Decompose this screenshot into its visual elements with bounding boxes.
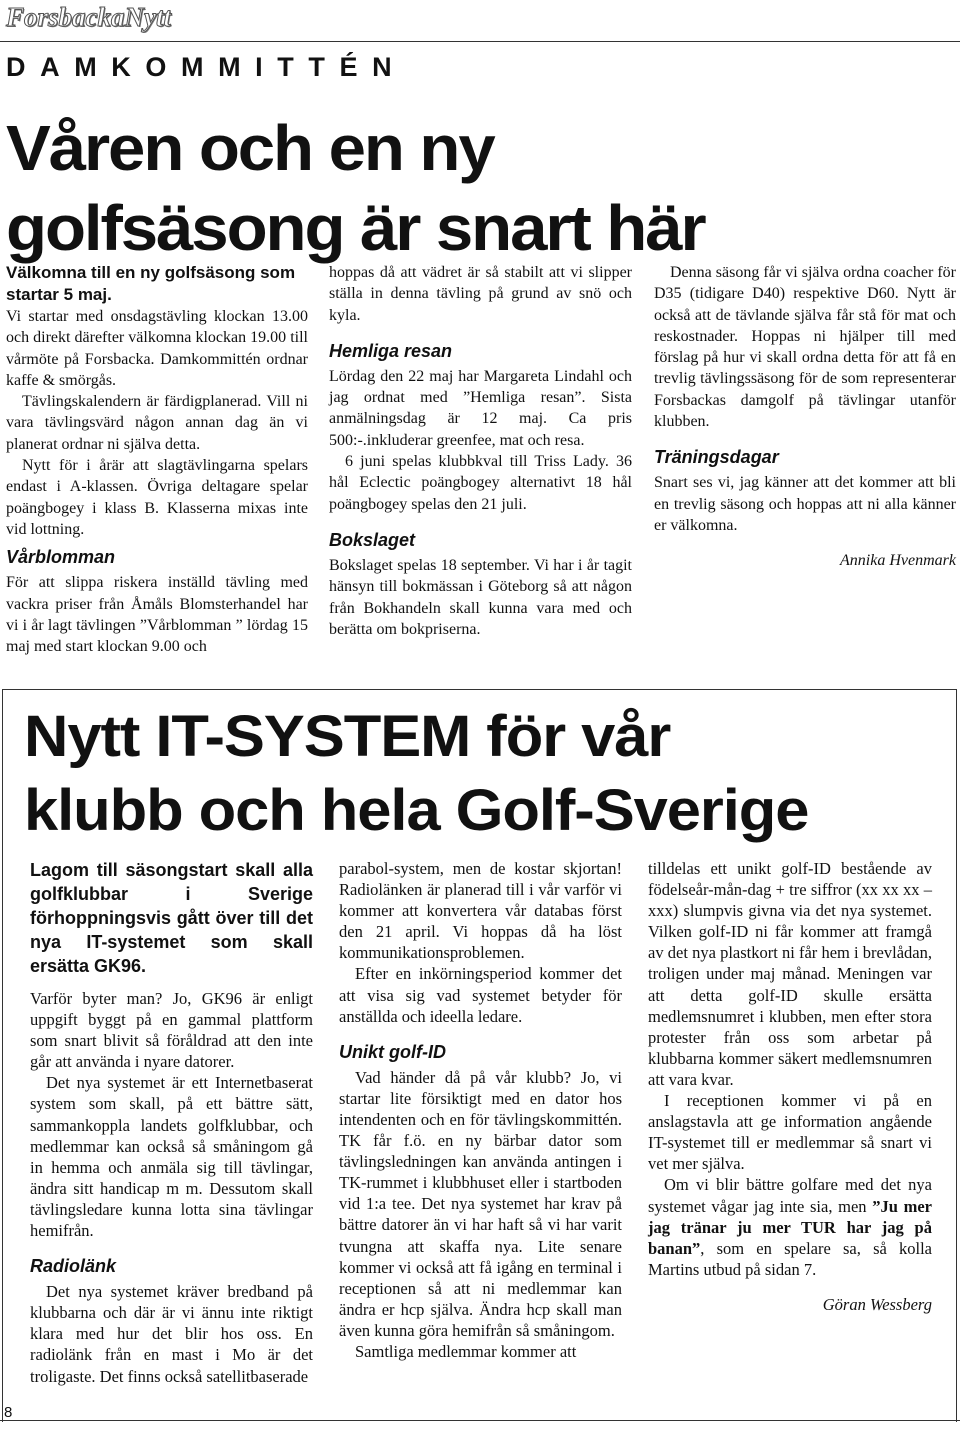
article1-column-3 xyxy=(654,262,956,572)
article1-headline-line1: Våren och en ny xyxy=(6,112,494,184)
paragraph: För att slippa riskera inställd tävling med vackra priser från Åmåls Blomsterhandel har vi i år lagt tävlingen ”Vårblomman ” lördag 15 maj med start klockan 9.00 och xyxy=(6,574,308,656)
text: Om vi blir bättre golfare med det nya systemet vågar jag inte sia, men xyxy=(648,1175,932,1216)
text: , som en spelare sa, så kolla Martins utbud på sidan 7. xyxy=(648,1238,932,1279)
article2-headline-line2: klubb och hela Golf-Sverige xyxy=(24,778,809,843)
paragraph: tilldelas ett unikt golf-ID bestående av födelseår-mån-dag + tre siffror (xx xx xx – xxx) slumpvis givna via det nya systemet. Vilken golf-ID ni får kommer att framgå av det nya plastkort ni får hem i brevlådan, troligen under maj månad. Meningen var att detta golf-ID skulle ersätta medlemsnumret i klubben, men efter stora protester från oss som arbetar på klubbarna kommer säkert medlemsnumren att vara kvar. xyxy=(648,859,932,1089)
subheading-radiolank: Radiolänk xyxy=(30,1256,117,1277)
article1-headline-line2: golfsäsong är snart här xyxy=(6,192,705,264)
subheading-varblomman: Vårblomman xyxy=(6,547,116,568)
paragraph xyxy=(648,1174,932,1279)
paragraph: Varför byter man? Jo, GK96 är enligt uppgift byggt på en gammal plattform som snart blivit så föråldrad att den inte går att använda i nyare datorer. xyxy=(30,989,313,1072)
paragraph: Bokslaget spelas 18 september. Vi har i år tagit hänsyn till bokmässan i Göteborg så att någon från Bokhandeln skall kunna vara med och berätta om bokpriserna. xyxy=(329,556,632,638)
page-number: 8 xyxy=(4,1404,13,1421)
paragraph: I receptionen kommer vi på en anslagstavla att ge information angående IT-systemet till er medlemmar så snart vi vet mer själva. xyxy=(648,1091,932,1174)
header-divider xyxy=(0,41,960,42)
paragraph: Nytt för i årär att slagtävlingarna spelars endast i A-klassen. Övriga deltagare spelar poängbogey i klass B. Klasserna mixas inte vid lottning. xyxy=(6,457,308,538)
paragraph: 6 juni spelas klubbkval till Triss Lady. 36 hål Eclectic poängbogey alternativt 18 hål poängbogey spelas den 21 juli. xyxy=(329,453,632,513)
article1-lead: Välkomna till en ny golfsäsong som startar 5 maj. xyxy=(6,263,296,304)
paragraph: Det nya systemet kräver bredband på klubbarna och där är vi ännu inte riktigt klara med hur det blir hos oss. En radiolänk från en mast i Mo är det troligaste. Det finns också satellitbaserade xyxy=(30,1282,313,1386)
paragraph: Efter en inkörningsperiod kommer det att visa sig vad systemet betyder för anställda och ideella ledare. xyxy=(339,964,622,1026)
article1-column-2 xyxy=(329,262,632,640)
article2-column-1 xyxy=(30,858,313,1387)
paragraph: Vad händer då på vår klubb? Jo, vi startar lite försiktigt med en dator hos intendenten och en för tävlingskommittén. TK får f.ö. en ny bärbar dator som tävlingsledningen kan använda antingen i TK-rummet i klubbhuset eller i startboden vid 1:a tee. Det nya systemet har krav på bättre datorer än vi har haft så vi har varit tvungna att skaffa nya. Lite senare kommer vi också att få igång en terminal i receptionen så att ni medlemmar kan ändra er hcp själva. Ändra hcp skall man även kunna göra hemifrån så småningom. xyxy=(339,1067,622,1340)
paragraph: hoppas då att vädret är så stabilt att vi slipper ställa in denna tävling på grund av snö och kyla. xyxy=(329,264,632,324)
footer-divider xyxy=(0,1420,960,1421)
paragraph: Snart ses vi, jag känner att det kommer att bli en trevlig säsong och hoppas att ni alla känner er välkomna. xyxy=(654,474,956,534)
article1-headline xyxy=(6,108,960,268)
article1-column-1 xyxy=(6,262,308,657)
masthead-logo: ForsbackaNytt xyxy=(6,2,171,32)
paragraph: Tävlingskalendern är färdigplanerad. Vill ni vara tävlingsvärd någon annan dag än vi planerat ordnar ni själva detta. xyxy=(6,393,308,453)
signature: Annika Hvenmark xyxy=(840,552,956,570)
article2-column-3 xyxy=(648,858,932,1315)
paragraph: Vi startar med onsdagstävling klockan 13.00 och direkt därefter välkomna klockan 19.00 till vårmöte på Forsbacka. Damkommittén ordnar kaffe & smörgås. xyxy=(6,308,308,389)
paragraph: Denna säsong får vi själva ordna coacher för D35 (tidigare D40) respektive D60. Nytt är också att de tävlande själva får stå för mat och reskostnader. Hoppas ni hjälper till med förslag på hur vi skall ordna detta för att få en trevlig tävlingssäsong för de som representerar Forsbackas damgolf på tävlingar utanför klubben. xyxy=(654,264,956,431)
article2-headline xyxy=(24,700,960,848)
quote-bold: ”Ju mer jag tränar ju mer TUR har jag på banan” xyxy=(648,1196,932,1258)
paragraph: Det nya systemet är ett Internetbaserat system som skall, på ett bättre sätt, sammankoppla landets golfklubbar, och medlemmar kan också så småningom gå in hemma och anmäla sig till tävlingar, ändra sitt handicap m m. Dessutom skall tävlingsledare kunna lotta sina tävlingar hemifrån. xyxy=(30,1073,313,1241)
subheading-traningsdagar: Träningsdagar xyxy=(654,447,779,468)
article2-column-2 xyxy=(339,858,622,1362)
section-title: DAMKOMMITTÉN xyxy=(6,52,407,82)
subheading-hemliga-resan: Hemliga resan xyxy=(329,340,453,361)
paragraph: parabol-system, men de kostar skjortan! Radiolänken är planerad till i vår varför vi kommer att konvertera vår databas först den 21 april. Vi hoppas då ha löst kommunikationsproblemen. xyxy=(339,859,622,963)
subheading-bokslaget: Bokslaget xyxy=(329,529,416,550)
subheading-unikt-golf-id: Unikt golf-ID xyxy=(339,1041,446,1062)
paragraph: Samtliga medlemmar kommer att xyxy=(355,1341,577,1361)
article2-lead: Lagom till säsongstart skall alla golfklubbar i Sverige förhoppningsvis gått över till det nya IT-systemet som skall ersätta GK96. xyxy=(30,860,313,976)
signature: Göran Wessberg xyxy=(822,1294,932,1314)
article2-headline-line1: Nytt IT-SYSTEM för vår xyxy=(24,704,671,769)
paragraph: Lördag den 22 maj har Margareta Lindahl och jag ordnat med ”Hemliga resan”. Sista anmälningsdag är 12 maj. Ca pris 500:-.inkluderar greenfee, mat och resa. xyxy=(329,367,632,449)
